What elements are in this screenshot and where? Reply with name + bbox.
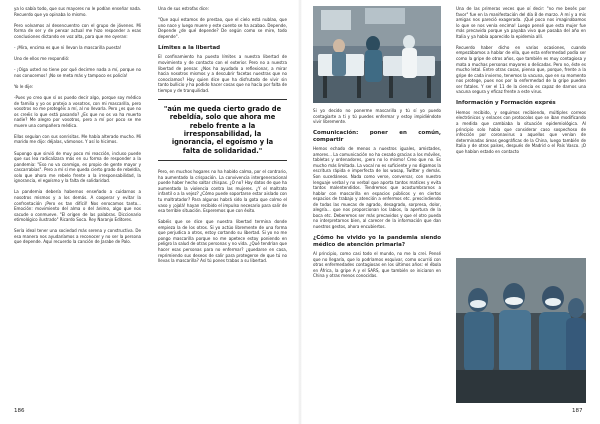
page-number-left: 186 <box>14 408 25 414</box>
section-heading: Información y Formación exprés <box>456 100 556 107</box>
page-number-right: 187 <box>572 408 583 414</box>
section-heading: ¿Cómo he vivido yo la pandemia siendo médico de atención primaria? <box>313 235 441 248</box>
paragraph: -Pues yo creo que sí os puedo decir algo, porque soy médico de familia y yo os protejo a vosotros, con mi mascarilla, pero vosotros no me protegéis a mí, al no llevarla. Pero ¿es que no os creéis lo que está pasando? ¿Es que no os va ha muerto nadie? Me alegro por vosotros, pero a mí por poco se me muere una compañera médica. <box>14 95 141 128</box>
right-page-column-2 <box>456 6 586 254</box>
paragraph: Uno de ellos me respondió: <box>14 56 70 62</box>
paragraph: "Que aquí estamos de prestao, que el cielo está nublao, que uno nace y luego muere y este cuento se ha acabao. Depende, Depende ¿de qué depende? De según como se mire, todo depende". <box>158 17 287 39</box>
left-page-column-1 <box>14 6 141 404</box>
paragraph: Al principio, como casi todo el mundo, no me la creí. Pensé que no llegaría, que lo podríamos esquivar, como ocurrió con otras enfermedades contagiosas en los últimos años: el ébola en África, la gripe A y el SARS, que también se iniciaron en China y otras menos conocidas. <box>313 251 441 279</box>
paragraph: Supongo que sirvió de muy poco mi reacción, incluso puede que sus lea radicalizara más en su forma de responder a la pandemia: "Eso no va conmigo, es propio de gente mayor y cascarrabias". Pero a mí sí me queda cierto grado de rebeldía, solo que ahora me rebelo frente a la irresponsabilidad, la ignorancia, el egoísmo y la falta de solidaridad. <box>14 150 141 184</box>
page-gutter <box>298 0 302 424</box>
section-heading: Comunicación: poner en común, compartir <box>313 130 441 143</box>
paragraph: ya lo sabía todo, que sus mayores no le podían enseñar nada. Recuerdo que yo opinaba lo mismo. <box>14 6 141 17</box>
medical-staff-photo <box>456 258 586 403</box>
paragraph: Si yo decido no ponerme mascarilla y tú sí yo puedo contagiarte a ti y tú puedes enfermar y estoy impidiéndote vivir libremente. <box>313 108 441 125</box>
paragraph: Yo le dije: <box>14 83 34 89</box>
paragraph: - ¡Oiga usted no tiene por qué decirme nada a mí, porque no nos conocemos! ¡No se meta más y tampoco es policía! <box>14 67 141 78</box>
hospital-ward-photo <box>313 6 441 103</box>
paragraph: Sabéis que se dice que nuestra libertad termina donde empieza la de los otros. Si yo actúo libremente de una forma que perjudica a otros, estoy cortando su libertad. Si yo no me pongo mascarilla porque no me apetece estoy poniendo en peligro la salud de otras personas y no vida. ¿Qué tendrían que hacer esas personas para no enfermar? ¿quedarse en casa, reprimiendo sus deseos de salir para protegerse de que tú no llevas la mascarilla? Así tú pones trabas a su libertad. <box>158 219 287 264</box>
paragraph: Una de sus estrofas dice: <box>158 6 210 11</box>
paragraph: Ellas seguían con sus sonrisitas. Me había alterado mucho. Mi marido me dijo: déjalas, vámonos. Y así lo hicimos. <box>14 133 141 145</box>
paragraph: El confinamiento ha puesto límites a nuestra libertad de movimiento y de contacto con el exterior. Pero no a nuestra libertad de pensar. ¿Nos ha ayudado a reflexionar, a mirar hacia nosotros mismos y a descubrir facetas nuestras que no conocíamos? Hay quien dice que ha disfrutado de vivir sin tanto bullicio y ha podido hacer cosas que no hacía por falta de tiempo y de tranquilidad. <box>158 54 287 93</box>
paragraph: Hemos recibido, y seguimos recibiendo, múltiples correos electrónicos y enlaces con protocolos que se iban modificando a medida que cambiaba la situación epidemiológica. Al principio solo había que considerar caso sospechoso de infección por coronavirus a aquellos que venían de determinadas áreas geográficas de la China, luego también de Italia y de otros países, después de Madrid o el País Vasco. ¡O que habían estado en contacto <box>456 109 586 154</box>
pull-quote: "aún me queda cierto grado de rebeldía, solo que ahora me rebelo frente a la irresponsabilidad, la ignorancia, el egoísmo y la falta de solidaridad." <box>158 99 287 161</box>
paragraph: Recuerdo haber dicho en varias ocasiones, cuando empezábamos a hablar de ella, que esta enfermedad podía ser como la gripe de otros años, que también es muy contagiosa y mata a muchas personas mayores o delicadas. Pero no, éste es mucho letal. Entre otras cosas, pienso que, porque, frente a la gripe de cada invierno, tenemos la vacuna, que en su momento nos protege, pues nos por la enfermedad de la gripe pueden ser fatales. Y ser el 11 de la ciencia es capaz de darnos una vacuna segura y eficaz frente a este virus. <box>456 44 586 95</box>
right-page-column-1 <box>313 108 441 404</box>
section-heading: Límites a la libertad <box>158 44 221 51</box>
paragraph: Hemos echado de menos a nuestros iguales, amistades, amores... La comunicación no ha cesado gracias a los móviles, tabletas y ordenadores, ¡pero no lo mismo! Creo que no. Es mucho más limitada. La vocal no es suficiente y no digamos la escritura rápida e imperfecta de los wasap, Twitter y demás. Son sucedáneos. Nada como verse, conversar, con nuestro lenguaje verbal y no verbal que aporta tantos matices y evita tantos malentendidos. Tendremos que acostumbrarnos a hablar con mascarilla en espacios públicos y en ciertos espacios de trabajo y atención a enfermos etc. prescindiendo de todas las muecas de agrado, desagrado, sorpresa, dolor, alegría... que nos proporcionan los labios, la apertura de la boca etc. Deberemos ser más precavidos y que el otro pueda no interpretarnos bien, al carecer de la información que dan nuestros gestos, ahora encubiertos. <box>313 146 441 229</box>
paragraph: Pero, en muchos hogares no ha habido calma, por el contrario, ha aumentado la crispación. La convivencia intergeneracional puede haber hecho saltar chispas. ¿O no? Hay datos de que ha aumentado la violencia contra las mujeres. ¿Y el maltrato infantil o a la vejez? ¿Cómo puede soportarse estar aislado con tu maltratador? Para algunas habrá sido la gota que colmo el vaso y ¡ojalá! hayan recibido el impulso necesario para salir de esa terrible situación. Esperemos que con éxito. <box>158 169 287 214</box>
paragraph: Sería ideal tener una sociedad más serena y constructiva. De esa manera nos ayudaríamos a reconocer y no ser la persona que depende. Aquí recuerdo la canción de Jarabe de Palo. <box>14 228 141 245</box>
left-page-column-2 <box>158 6 287 404</box>
paragraph: - ¡Mira, encima es que ni llevan la mascarilla puesta! <box>14 44 122 50</box>
paragraph: Una de las primeras veces que oí decir: "no me besés por favor" fue en la manifestación del día 8 de marzo. A mí y a mis amigas nos pareció exagerada. ¡Qué poco nos imaginábamos lo que se nos venía encima! Luego pensé que esta mujer fue más precavida porque ya payaba vivo que pasaba del año en Italia y ya había aparecido la epidemia allí. <box>456 6 586 39</box>
paragraph: Pero volvamos al desencuentro con el grupo de jóvenes. Mi forma de ser y de pensar actual me hizo responder a esas conclusiones dictando en voz alta, para que me oyeran: <box>14 22 141 39</box>
paragraph: La pandemia debería habernos enseñado a cuidarnos a nosotros mismos y a los demás. A cooperar y evitar la confrontación ¡Pero es tan difícil! Nos enrocamos tanto... Emoción: movimiento del alma o del ánimo, algo que nos sacude o conmueve. "El origen de las palabras. Diccionario etimológico ilustrado" Ricardo Soca. Rey Naranjo Editores. <box>14 189 141 223</box>
